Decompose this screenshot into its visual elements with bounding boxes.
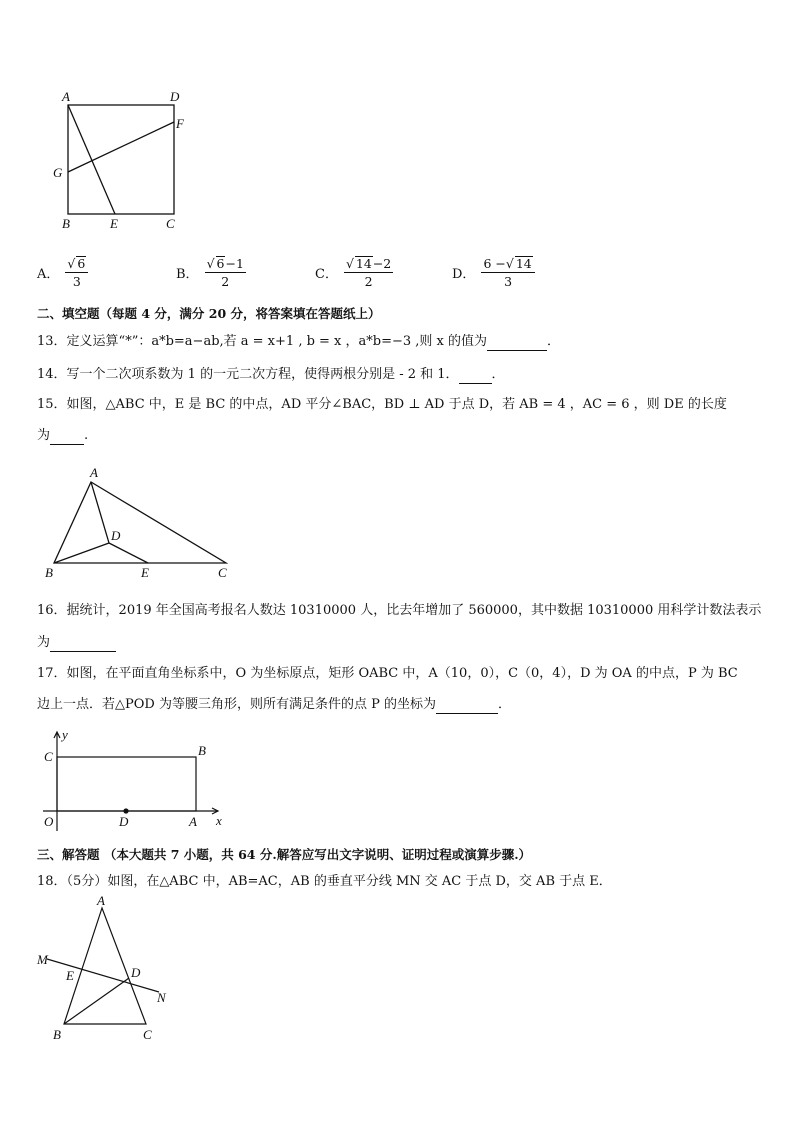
answer-blank-17[interactable]: [436, 699, 498, 714]
q12-figure: [50, 86, 200, 236]
label-D: D: [111, 528, 121, 543]
line-mn: [47, 959, 159, 992]
q17-figure: [35, 728, 235, 833]
segment-gf: [68, 122, 174, 172]
label-F: F: [176, 116, 184, 131]
option-a[interactable]: [37, 255, 88, 290]
point-d: [123, 808, 128, 813]
segment-ae: [68, 105, 115, 214]
answer-blank-14[interactable]: [459, 369, 492, 384]
option-fraction: $\frac{√ 6}{3}$: [65, 255, 88, 290]
label-B: B: [45, 565, 53, 580]
option-letter: B．: [176, 267, 199, 282]
question-16-line2: 为: [37, 634, 116, 652]
question-16-line1: 16．据统计，2019 年全国高考报名人数达 10310000 人，比去年增加了 560000，其中数据 10310000 用科学计数法表示: [37, 603, 762, 618]
q18-figure: [35, 893, 175, 1045]
option-b[interactable]: [176, 255, 246, 290]
label-D: D: [170, 89, 180, 104]
label-B: B: [198, 743, 206, 758]
label-A: A: [97, 893, 105, 908]
answer-blank-15[interactable]: [50, 430, 84, 445]
label-D: D: [131, 965, 141, 980]
label-E: E: [110, 216, 118, 231]
label-B: B: [62, 216, 70, 231]
question-15-line1: 15．如图，△ABC 中，E 是 BC 的中点，AD 平分∠BAC，BD ⊥ AD 于点 D，若 AB = 4 ，AC = 6 ，则 DE 的长度: [37, 397, 727, 412]
question-17-line2: 边上一点．若△POD 为等腰三角形，则所有满足条件的点 P 的坐标为 ．: [37, 697, 511, 712]
question-14: 14．写一个二次项系数为 1 的一元二次方程，使得两根分别是 - 2 和 1． ．: [37, 367, 505, 382]
label-A: A: [62, 89, 70, 104]
label-D: D: [119, 814, 129, 829]
label-y: y: [62, 728, 68, 742]
question-18: 18．（5分）如图，在△ABC 中，AB=AC，AB 的垂直平分线 MN 交 AC 于点 D，交 AB 于点 E．: [37, 874, 612, 889]
option-letter: C．: [315, 267, 338, 282]
answer-blank-13[interactable]: [487, 336, 547, 351]
label-O: O: [44, 814, 54, 829]
option-letter: D．: [452, 267, 476, 282]
rectangle-oabc: [57, 757, 196, 811]
label-C: C: [218, 565, 227, 580]
option-letter: A．: [37, 267, 60, 282]
option-fraction: $\frac{6 -√ 14}{3}$: [481, 255, 534, 290]
label-E: E: [141, 565, 149, 580]
answer-blank-16[interactable]: [50, 637, 116, 652]
option-d[interactable]: [452, 255, 535, 290]
question-17-line1: 17．如图，在平面直角坐标系中，O 为坐标原点，矩形 OABC 中，A（10，0），C（0，4），D 为 OA 的中点，P 为 BC: [37, 666, 738, 681]
label-C: C: [143, 1027, 152, 1042]
label-C: C: [44, 749, 53, 764]
label-A: A: [189, 814, 197, 829]
label-x: x: [216, 813, 222, 828]
question-15-line2: 为 .: [37, 428, 89, 443]
square-abcd: [68, 105, 174, 214]
option-c[interactable]: [315, 255, 393, 290]
option-fraction: $\frac{√ 6-1}{2}$: [206, 256, 244, 289]
label-G: G: [53, 165, 63, 180]
q15-figure: [40, 460, 240, 585]
section-2-heading: 二、填空题（每题 4 分，满分 20 分，将答案填在答题纸上）: [37, 306, 381, 321]
label-N: N: [157, 990, 166, 1005]
segment-de: [109, 543, 148, 563]
section-3-heading: 三、解答题 （本大题共 7 小题，共 64 分.解答应写出文字说明、证明过程或演算步骤.）: [37, 847, 532, 862]
label-B: B: [53, 1027, 61, 1042]
option-fraction: $\frac{√ 14-2}{2}$: [345, 256, 392, 289]
label-C: C: [166, 216, 175, 231]
question-13: 13．定义运算“*”：a*b=a−ab,若 a = x+1 , b = x ，a*b=−3 ,则 x 的值为 ．: [37, 334, 561, 349]
segment-bd: [64, 978, 129, 1024]
triangle-abc: [54, 482, 226, 563]
label-M: M: [37, 952, 48, 967]
label-E: E: [66, 968, 74, 983]
label-A: A: [90, 465, 98, 480]
